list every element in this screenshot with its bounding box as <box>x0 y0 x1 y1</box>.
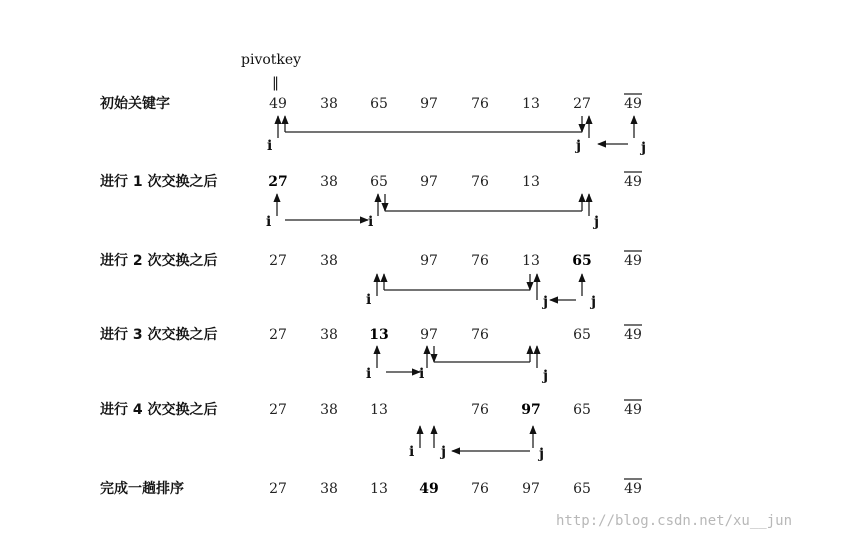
pointer-j: j <box>543 368 549 384</box>
key-value: 49 <box>269 96 287 112</box>
pointer-j: j <box>539 446 545 462</box>
key-value: 65 <box>572 253 592 269</box>
pointer-i: i <box>266 214 272 230</box>
pointer-i: i <box>366 366 372 382</box>
key-value: 97 <box>420 96 438 112</box>
pointers-row-2 <box>266 194 599 230</box>
key-value: 38 <box>320 174 338 190</box>
key-value-last: 49 <box>624 327 642 343</box>
key-value: 38 <box>320 481 338 497</box>
key-value-last: 49 <box>624 174 642 190</box>
pointer-j: j <box>641 140 647 156</box>
watermark: http://blog.csdn.net/xu__jun <box>556 513 793 529</box>
key-value-last: 49 <box>624 96 642 112</box>
key-value: 65 <box>573 327 591 343</box>
pointer-i: i <box>366 292 372 308</box>
key-value: 97 <box>522 481 540 497</box>
pointers-row-1 <box>267 116 646 156</box>
key-value: 38 <box>320 402 338 418</box>
key-value: 13 <box>370 481 388 497</box>
pointers-row-4 <box>366 346 548 384</box>
pointer-i: i <box>267 138 273 154</box>
key-value: 13 <box>522 174 540 190</box>
pivot-mark: ‖ <box>272 75 279 91</box>
pointer-j: j <box>591 294 597 310</box>
key-value: 97 <box>420 327 438 343</box>
key-value: 97 <box>420 174 438 190</box>
step-label: 进行 1 次交换之后 <box>100 174 218 190</box>
pointer-i: i <box>368 214 374 230</box>
key-value: 38 <box>320 96 338 112</box>
pointers-row-5 <box>409 426 544 462</box>
key-value: 97 <box>420 253 438 269</box>
key-value: 76 <box>471 174 489 190</box>
key-value: 27 <box>269 253 287 269</box>
key-value: 27 <box>268 174 288 190</box>
step-label: 完成一趟排序 <box>100 481 184 497</box>
key-value-last: 49 <box>624 253 642 269</box>
key-value: 97 <box>521 402 541 418</box>
pointer-j: j <box>576 138 582 154</box>
step-label: 进行 4 次交换之后 <box>100 402 218 418</box>
pointers-row-3 <box>366 274 596 310</box>
key-value: 13 <box>370 402 388 418</box>
key-value: 38 <box>320 327 338 343</box>
key-value: 65 <box>573 481 591 497</box>
pointer-i: i <box>419 366 425 382</box>
step-label: 进行 2 次交换之后 <box>100 253 218 269</box>
key-value: 65 <box>573 402 591 418</box>
step-label: 进行 3 次交换之后 <box>100 327 218 343</box>
key-value: 27 <box>573 96 591 112</box>
pointer-j: j <box>594 214 600 230</box>
key-value: 76 <box>471 96 489 112</box>
key-value-last: 49 <box>624 481 642 497</box>
key-value: 27 <box>269 481 287 497</box>
pointer-i: i <box>409 444 415 460</box>
key-value: 38 <box>320 253 338 269</box>
key-value: 76 <box>471 402 489 418</box>
key-value: 27 <box>269 327 287 343</box>
key-value: 13 <box>369 327 389 343</box>
key-value: 13 <box>522 96 540 112</box>
key-value: 27 <box>269 402 287 418</box>
key-value: 13 <box>522 253 540 269</box>
step-label: 初始关键字 <box>100 96 170 112</box>
key-value: 76 <box>471 253 489 269</box>
key-value: 65 <box>370 174 388 190</box>
key-value: 49 <box>419 481 439 497</box>
key-value: 76 <box>471 481 489 497</box>
pointer-j: j <box>441 444 447 460</box>
key-value: 76 <box>471 327 489 343</box>
pointer-j: j <box>543 294 549 310</box>
key-value: 65 <box>370 96 388 112</box>
key-value-last: 49 <box>624 402 642 418</box>
pivotkey-label: pivotkey <box>241 52 302 68</box>
